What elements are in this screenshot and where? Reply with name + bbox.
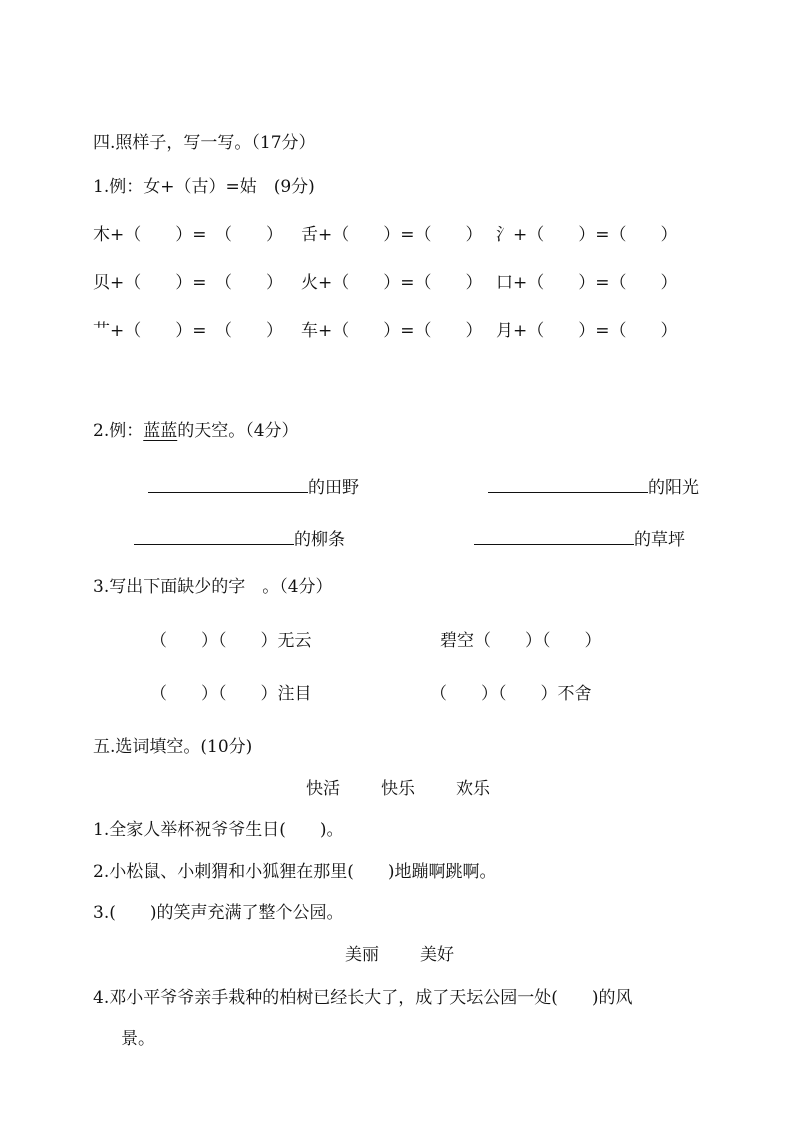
fill-blank-line[interactable] [134,524,294,545]
section4-title: 四.照样子，写一写。（17分） [93,133,316,153]
q1-row-2 [93,272,713,294]
fill-blank-line[interactable] [488,472,648,493]
q2-example-rest: 的天空。（4分） [177,421,299,441]
word-choice: 美丽 [345,945,379,965]
q1-item[interactable]: 火+（ ）=（ ） [301,273,483,293]
s5-question-1: 1.全家人举杯祝爷爷生日( )。 [93,820,344,840]
q2-prefix: 2.例： [93,421,144,441]
q3-item[interactable]: （ ）（ ）注目 [150,684,312,704]
q2-item-4 [474,524,685,551]
q1-row-1 [93,224,713,246]
q2-item-label: 的草坪 [634,530,685,550]
word-choice: 快活 [306,779,340,799]
q3-item[interactable]: （ ）（ ）无云 [150,631,312,651]
q1-item[interactable]: 艹+（ ）= （ ） [93,321,283,341]
q1-item[interactable]: 月+（ ）=（ ） [496,321,678,341]
section5-title: 五.选词填空。(10分) [93,737,253,757]
q3-item[interactable]: 碧空（ ）（ ） [440,631,602,651]
q1-item[interactable]: 贝+（ ）= （ ） [93,273,283,293]
q2-item-2 [488,472,699,499]
word-choice: 快乐 [381,779,415,799]
q1-item[interactable]: 车+（ ）=（ ） [301,321,483,341]
s5-question-3: 3.( )的笑声充满了整个公园。 [93,903,344,923]
q2-item-1 [148,472,359,499]
fill-blank-line[interactable] [474,524,634,545]
q1-row-3 [93,320,713,342]
q2-item-3 [134,524,345,551]
q2-item-label: 的柳条 [294,530,345,550]
q1-item[interactable]: 氵+（ ）=（ ） [496,225,678,245]
q1-item[interactable]: 口+（ ）=（ ） [496,273,678,293]
s5-question-4-line1: 4.邓小平爷爷亲手栽种的柏树已经长大了，成了天坛公园一处( )的风 [93,988,633,1008]
q3-item[interactable]: （ ）（ ）不舍 [430,684,592,704]
q2-item-label: 的田野 [308,478,359,498]
q2-example [93,420,299,442]
q1-item[interactable]: 木+（ ）= （ ） [93,225,283,245]
q1-example-label: 1.例：女+（古）=姑 (9分) [93,177,315,197]
s5-question-2: 2.小松鼠、小刺猬和小狐狸在那里( )地蹦啊跳啊。 [93,862,497,882]
q2-example-underlined: 蓝蓝 [143,421,178,441]
q2-item-label: 的阳光 [648,478,699,498]
word-choice: 欢乐 [456,779,490,799]
q3-label: 3.写出下面缺少的字 。（4分） [93,577,333,597]
q1-item[interactable]: 舌+（ ）=（ ） [301,225,483,245]
word-choice: 美好 [420,945,454,965]
s5-question-4-line2: 景。 [121,1029,155,1049]
fill-blank-line[interactable] [148,472,308,493]
